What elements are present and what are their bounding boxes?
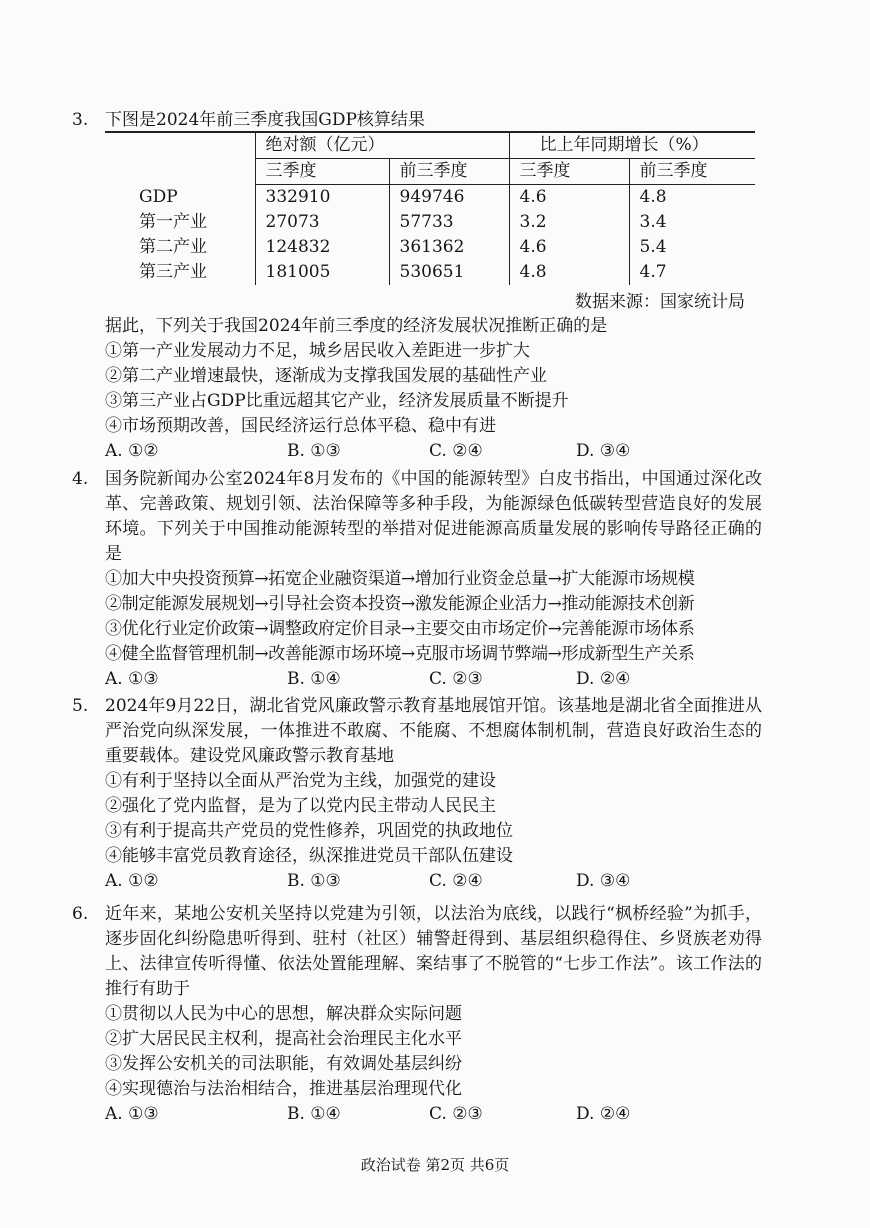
option-d[interactable]: D. ③④ (576, 441, 631, 461)
table-subheader: 前三季度 (629, 159, 755, 185)
table-cell: 第二产业 (139, 237, 207, 257)
statement: ③第三产业占GDP比重远超其它产业，经济发展质量不断提升 (105, 391, 569, 411)
table-cell: 27073 (255, 210, 389, 235)
table-row (105, 260, 755, 285)
statement: ③发挥公安机关的司法职能，有效调处基层纠纷 (105, 1054, 462, 1074)
table-cell: 3.4 (629, 210, 755, 235)
table-cell: 3.2 (509, 210, 629, 235)
page-footer: 政治试卷 第2页 共6页 (360, 1156, 510, 1174)
statement: ①第一产业发展动力不足，城乡居民收入差距进一步扩大 (105, 341, 530, 361)
table-cell: 530651 (389, 260, 509, 285)
table-group-header: 绝对额（亿元） (255, 132, 509, 159)
options-row (105, 1102, 762, 1128)
options-row (105, 439, 762, 465)
statement: ①加大中央投资预算→拓宽企业融资渠道→增加行业资金总量→扩大能源市场规模 (105, 569, 695, 589)
statement: ④能够丰富党员教育途径，纵深推进党员干部队伍建设 (105, 846, 513, 866)
question-3 (72, 108, 762, 133)
table-cell: 4.8 (509, 260, 629, 285)
table-subheader: 三季度 (509, 159, 629, 185)
statement: ①贯彻以人民为中心的思想，解决群众实际问题 (105, 1004, 462, 1024)
question-stem: 下图是2024年前三季度我国GDP核算结果 (105, 110, 425, 130)
option-c[interactable]: C. ②③ (429, 669, 483, 689)
table-group-header: 比上年同期增长（%） (509, 132, 755, 159)
table-subheader: 三季度 (255, 159, 389, 185)
statement: ③有利于提高共产党员的党性修养，巩固党的执政地位 (105, 821, 513, 841)
table-cell: 57733 (389, 210, 509, 235)
option-c[interactable]: C. ②③ (429, 1104, 483, 1124)
options-row (105, 667, 762, 693)
statement: ②强化了党内监督，是为了以党内民主带动人民民主 (105, 796, 496, 816)
question-stem: 2024年9月22日，湖北省党风廉政警示教育基地展馆开馆。该基地是湖北省全面推进从严治党向纵深发展，一体推进不敢腐、不能腐、不想腐体制机制，营造良好政治生态的重要载体。建设党风廉政警示教育基地 (105, 696, 762, 766)
table-row (105, 210, 755, 235)
table-row (105, 185, 755, 211)
table-cell: 361362 (389, 235, 509, 260)
question-3-body (72, 314, 762, 465)
question-number: 3. (72, 110, 89, 130)
table-cell: 4.6 (509, 185, 629, 211)
option-a[interactable]: A. ①② (105, 441, 159, 461)
table-header-row (105, 132, 755, 159)
option-d[interactable]: D. ③④ (576, 871, 631, 891)
statement: ③优化行业定价政策→调整政府定价目录→主要交由市场定价→完善能源市场体系 (105, 619, 695, 639)
option-a[interactable]: A. ①③ (105, 669, 159, 689)
table-cell: 第三产业 (139, 262, 207, 282)
table-cell: 949746 (389, 185, 509, 211)
option-a[interactable]: A. ①③ (105, 1104, 159, 1124)
table-cell: 第一产业 (139, 212, 207, 232)
question-number: 4. (72, 469, 89, 489)
statement: ④市场预期改善，国民经济运行总体平稳、稳中有进 (105, 416, 496, 436)
question-stem: 国务院新闻办公室2024年8月发布的《中国的能源转型》白皮书指出，中国通过深化改革、完善政策、规划引领、法治保障等多种手段，为能源绿色低碳转型营造良好的发展环境。下列关于中国推动能源转型的举措对促进能源高质量发展的影响传导路径正确的是 (105, 469, 762, 564)
option-a[interactable]: A. ①② (105, 871, 159, 891)
table-cell: 332910 (255, 185, 389, 211)
option-c[interactable]: C. ②④ (429, 871, 483, 891)
option-b[interactable]: B. ①③ (287, 871, 341, 891)
option-c[interactable]: C. ②④ (429, 441, 483, 461)
statement: ②制定能源发展规划→引导社会资本投资→激发能源企业活力→推动能源技术创新 (105, 594, 695, 614)
question-stem: 近年来，某地公安机关坚持以党建为引领，以法治为底线，以践行“枫桥经验”为抓手，逐步固化纠纷隐患听得到、驻村（社区）辅警赶得到、基层组织稳得住、乡贤族老劝得上、法律宣传听得懂、依法处置能理解、案结事了不脱管的“七步工作法”。该工作法的推行有助于 (105, 904, 762, 999)
question-4 (72, 467, 762, 693)
gdp-table (105, 131, 755, 285)
table-cell: 124832 (255, 235, 389, 260)
table-cell: 4.8 (629, 185, 755, 211)
question-5 (72, 694, 762, 895)
option-b[interactable]: B. ①④ (287, 669, 341, 689)
option-d[interactable]: D. ②④ (576, 669, 631, 689)
option-b[interactable]: B. ①③ (287, 441, 341, 461)
table-cell: GDP (139, 186, 178, 207)
table-subheader: 前三季度 (389, 159, 509, 185)
table-source: 数据来源：国家统计局 (575, 292, 745, 312)
table-cell: 5.4 (629, 235, 755, 260)
table-cell: 4.7 (629, 260, 755, 285)
statement: ②第二产业增速最快，逐渐成为支撑我国发展的基础性产业 (105, 366, 547, 386)
question-prompt: 据此，下列关于我国2024年前三季度的经济发展状况推断正确的是 (105, 316, 608, 336)
statement: ②扩大居民民主权利，提高社会治理民主化水平 (105, 1029, 462, 1049)
question-number: 5. (72, 696, 89, 716)
table-cell: 181005 (255, 260, 389, 285)
statement: ①有利于坚持以全面从严治党为主线，加强党的建设 (105, 771, 496, 791)
table-cell: 4.6 (509, 235, 629, 260)
question-6 (72, 902, 762, 1128)
options-row (105, 869, 762, 895)
question-number: 6. (72, 904, 89, 924)
table-row (105, 235, 755, 260)
statement: ④健全监督管理机制→改善能源市场环境→克服市场调节弊端→形成新型生产关系 (105, 644, 695, 664)
option-b[interactable]: B. ①④ (287, 1104, 341, 1124)
option-d[interactable]: D. ②④ (576, 1104, 631, 1124)
statement: ④实现德治与法治相结合，推进基层治理现代化 (105, 1079, 462, 1099)
